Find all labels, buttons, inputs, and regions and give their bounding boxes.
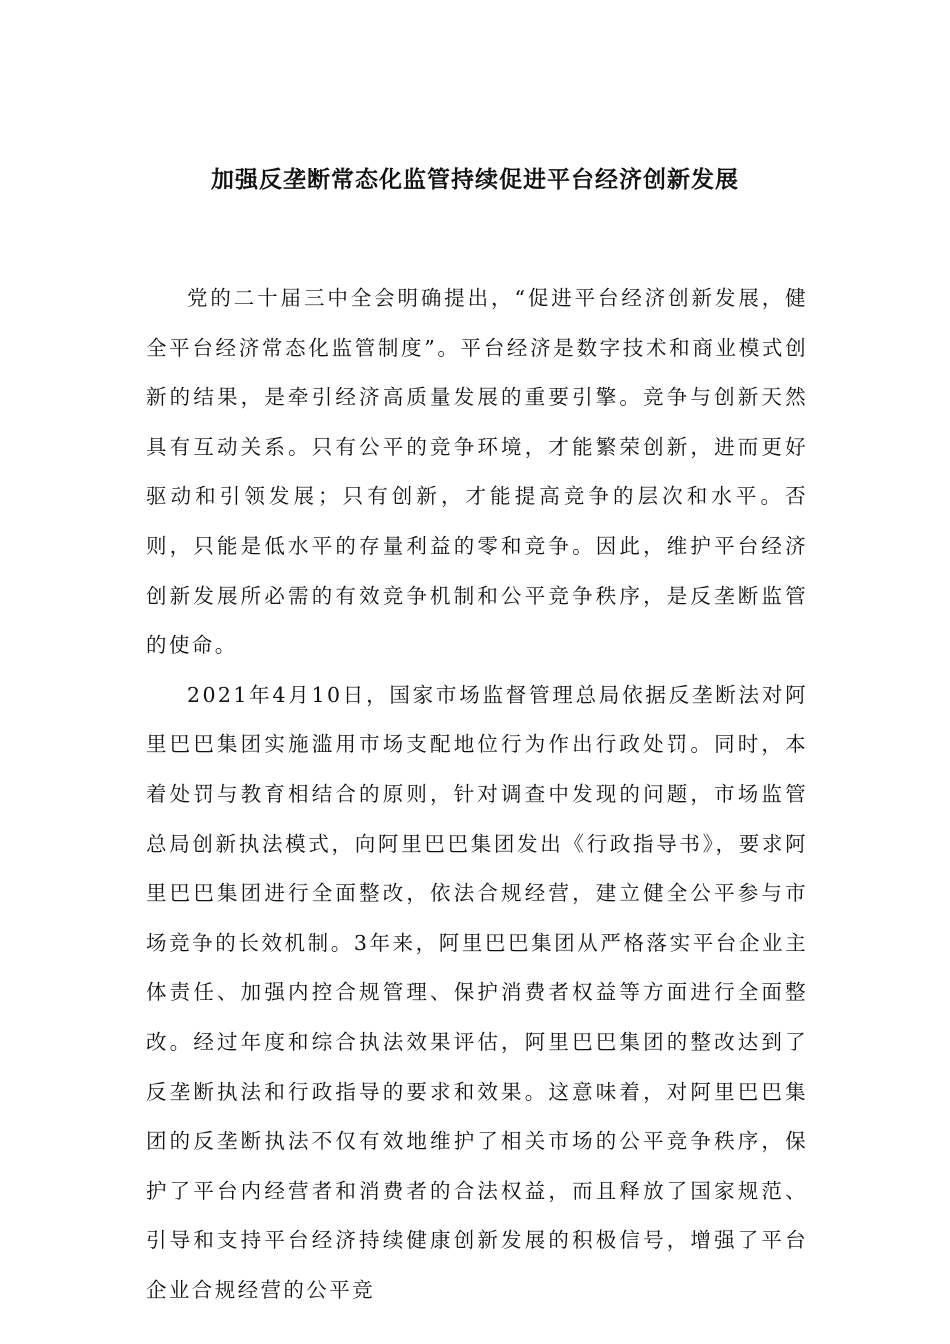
- paragraph-2: 2021年4月10日，国家市场监督管理总局依据反垄断法对阿里巴巴集团实施滥用市场支配地位行为作出行政处罚。同时，本着处罚与教育相结合的原则，针对调查中发现的问题，市场监管总局创新执法模式，向阿里巴巴集团发出《行政指导书》，要求阿里巴巴集团进行全面整改，依法合规经营，建立健全公平参与市场竞争的长效机制。3年来，阿里巴巴集团从严格落实平台企业主体责任、加强内控合规管理、保护消费者权益等方面进行全面整改。经过年度和综合执法效果评估，阿里巴巴集团的整改达到了反垄断执法和行政指导的要求和效果。这意味着，对阿里巴巴集团的反垄断执法不仅有效地维护了相关市场的公平竞争秩序，保护了平台内经营者和消费者的合法权益，而且释放了国家规范、引导和支持平台经济持续健康创新发展的积极信号，增强了平台企业合规经营的公平竞: [146, 682, 808, 1302]
- document-body: [146, 274, 808, 1315]
- document-title: 加强反垄断常态化监管持续促进平台经济创新发展: [211, 166, 739, 193]
- paragraph-1: 党的二十届三中全会明确提出，“促进平台经济创新发展，健全平台经济常态化监管制度”。平台经济是数字技术和商业模式创新的结果，是牵引经济高质量发展的重要引擎。竞争与创新天然具有互动关系。只有公平的竞争环境，才能繁荣创新，进而更好驱动和引领发展；只有创新，才能提高竞争的层次和水平。否则，只能是低水平的存量利益的零和竞争。因此，维护平台经济创新发展所必需的有效竞争机制和公平竞争秩序，是反垄断监管的使命。: [146, 286, 808, 658]
